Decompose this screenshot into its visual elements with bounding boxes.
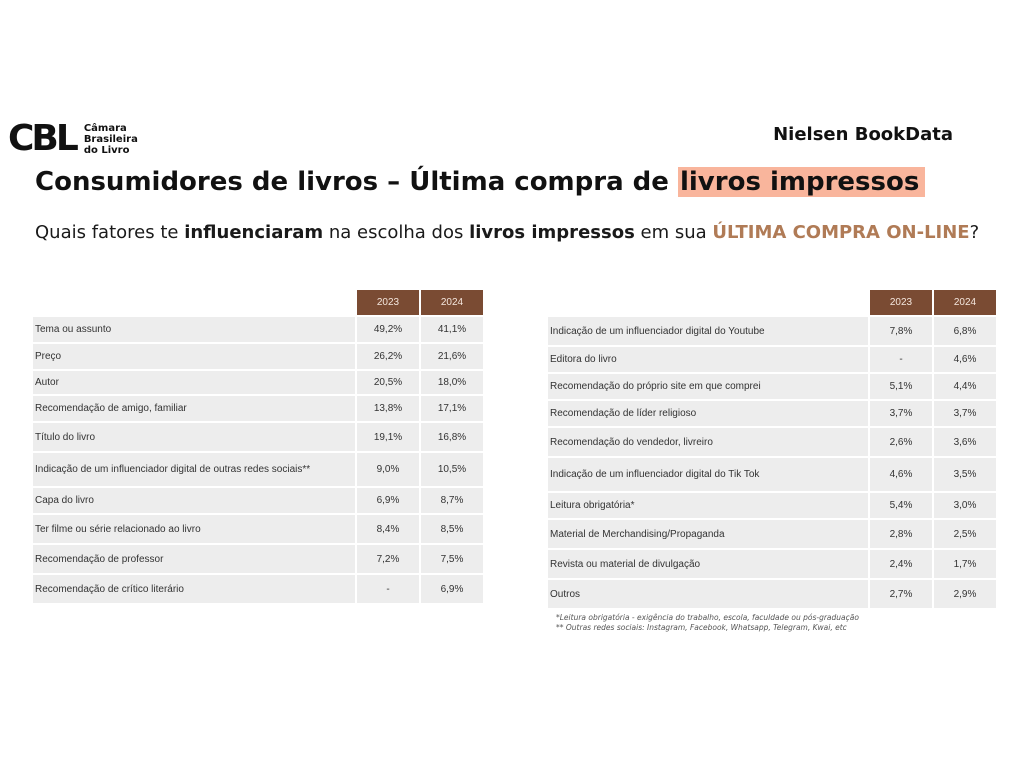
year-header: 2024: [421, 290, 483, 315]
table-row: [33, 423, 483, 451]
table-row: [33, 396, 483, 421]
value-2023: -: [357, 575, 419, 603]
value-2024: 3,7%: [934, 401, 996, 426]
value-2023: 4,6%: [870, 458, 932, 491]
partner-name: Nielsen BookData: [773, 124, 953, 145]
value-2024: 8,5%: [421, 515, 483, 543]
table-row: [548, 347, 996, 372]
row-label: Capa do livro: [33, 488, 355, 513]
footnote: ** Outras redes sociais: Instagram, Facebook, Whatsapp, Telegram, Kwai, etc: [556, 623, 847, 632]
page-subtitle: [35, 222, 979, 243]
row-label: Indicação de um influenciador digital de outras redes sociais**: [33, 453, 355, 486]
subtitle-text: na escolha dos: [323, 222, 470, 243]
page-title: [35, 163, 925, 201]
table-row: [33, 545, 483, 573]
year-header: 2023: [870, 290, 932, 315]
value-2024: 16,8%: [421, 423, 483, 451]
row-label: Ter filme ou série relacionado ao livro: [33, 515, 355, 543]
value-2023: 19,1%: [357, 423, 419, 451]
value-2024: 7,5%: [421, 545, 483, 573]
table-row: [33, 344, 483, 369]
year-header: 2024: [934, 290, 996, 315]
value-2023: 7,8%: [870, 317, 932, 345]
value-2024: 2,9%: [934, 580, 996, 608]
factors-table-left: [31, 288, 485, 605]
value-2024: 6,9%: [421, 575, 483, 603]
value-2024: 3,5%: [934, 458, 996, 491]
table-row: [548, 550, 996, 578]
table-row: [548, 520, 996, 548]
row-label: Indicação de um influenciador digital do Tik Tok: [548, 458, 868, 491]
value-2024: 21,6%: [421, 344, 483, 369]
table-row: [548, 493, 996, 518]
value-2023: 13,8%: [357, 396, 419, 421]
row-label: Título do livro: [33, 423, 355, 451]
value-2024: 2,5%: [934, 520, 996, 548]
table-row: [33, 371, 483, 394]
value-2023: 8,4%: [357, 515, 419, 543]
table-row: [33, 515, 483, 543]
subtitle-text: Quais fatores te: [35, 222, 185, 243]
value-2023: 2,6%: [870, 428, 932, 456]
table-row: [548, 458, 996, 491]
row-label: Revista ou material de divulgação: [548, 550, 868, 578]
table-row: [548, 580, 996, 608]
value-2024: 10,5%: [421, 453, 483, 486]
header-blank: [33, 290, 355, 315]
row-label: Outros: [548, 580, 868, 608]
row-label: Preço: [33, 344, 355, 369]
row-label: Leitura obrigatória*: [548, 493, 868, 518]
value-2024: 8,7%: [421, 488, 483, 513]
value-2023: 9,0%: [357, 453, 419, 486]
row-label: Indicação de um influenciador digital do Youtube: [548, 317, 868, 345]
header-blank: [548, 290, 868, 315]
value-2024: 3,0%: [934, 493, 996, 518]
value-2024: 4,4%: [934, 374, 996, 399]
logo-line: Brasileira: [83, 133, 138, 145]
subtitle-text: em sua: [634, 222, 713, 243]
row-label: Recomendação do vendedor, livreiro: [548, 428, 868, 456]
row-label: Tema ou assunto: [33, 317, 355, 342]
row-label: Recomendação de crítico literário: [33, 575, 355, 603]
logo-line: do Livro: [83, 144, 130, 156]
footnote: *Leitura obrigatória - exigência do trabalho, escola, faculdade ou pós-graduação: [556, 613, 859, 622]
logo-line: Câmara: [83, 122, 127, 134]
value-2024: 1,7%: [934, 550, 996, 578]
table-header-row: [548, 290, 996, 315]
factors-table-right: [546, 288, 998, 610]
table-row: [548, 401, 996, 426]
row-label: Recomendação de líder religioso: [548, 401, 868, 426]
value-2023: 49,2%: [357, 317, 419, 342]
table-row: [548, 428, 996, 456]
value-2023: 2,7%: [870, 580, 932, 608]
cbl-logo-text: [84, 123, 138, 156]
value-2023: 5,4%: [870, 493, 932, 518]
cbl-logo-mark: CBL: [8, 118, 76, 159]
table-row: [33, 453, 483, 486]
title-highlight: livros impressos: [678, 167, 925, 197]
subtitle-text: ?: [969, 222, 980, 243]
value-2024: 18,0%: [421, 371, 483, 394]
value-2024: 17,1%: [421, 396, 483, 421]
value-2024: 6,8%: [934, 317, 996, 345]
row-label: Material de Merchandising/Propaganda: [548, 520, 868, 548]
subtitle-bold: livros impressos: [469, 222, 635, 243]
value-2023: 5,1%: [870, 374, 932, 399]
value-2023: -: [870, 347, 932, 372]
subtitle-accent: ÚLTIMA COMPRA ON-LINE: [712, 222, 970, 243]
table-row: [33, 488, 483, 513]
table-row: [548, 317, 996, 345]
value-2023: 3,7%: [870, 401, 932, 426]
row-label: Editora do livro: [548, 347, 868, 372]
cbl-logo: [8, 118, 138, 159]
footnotes: [556, 613, 859, 633]
value-2024: 41,1%: [421, 317, 483, 342]
subtitle-bold: influenciaram: [184, 222, 324, 243]
value-2024: 3,6%: [934, 428, 996, 456]
title-prefix: Consumidores de livros – Última compra de: [35, 167, 678, 197]
table-row: [548, 374, 996, 399]
row-label: Autor: [33, 371, 355, 394]
value-2023: 20,5%: [357, 371, 419, 394]
value-2024: 4,6%: [934, 347, 996, 372]
table-header-row: [33, 290, 483, 315]
value-2023: 6,9%: [357, 488, 419, 513]
table-row: [33, 317, 483, 342]
value-2023: 2,4%: [870, 550, 932, 578]
row-label: Recomendação de professor: [33, 545, 355, 573]
year-header: 2023: [357, 290, 419, 315]
value-2023: 26,2%: [357, 344, 419, 369]
table-row: [33, 575, 483, 603]
row-label: Recomendação de amigo, familiar: [33, 396, 355, 421]
row-label: Recomendação do próprio site em que comprei: [548, 374, 868, 399]
value-2023: 7,2%: [357, 545, 419, 573]
value-2023: 2,8%: [870, 520, 932, 548]
